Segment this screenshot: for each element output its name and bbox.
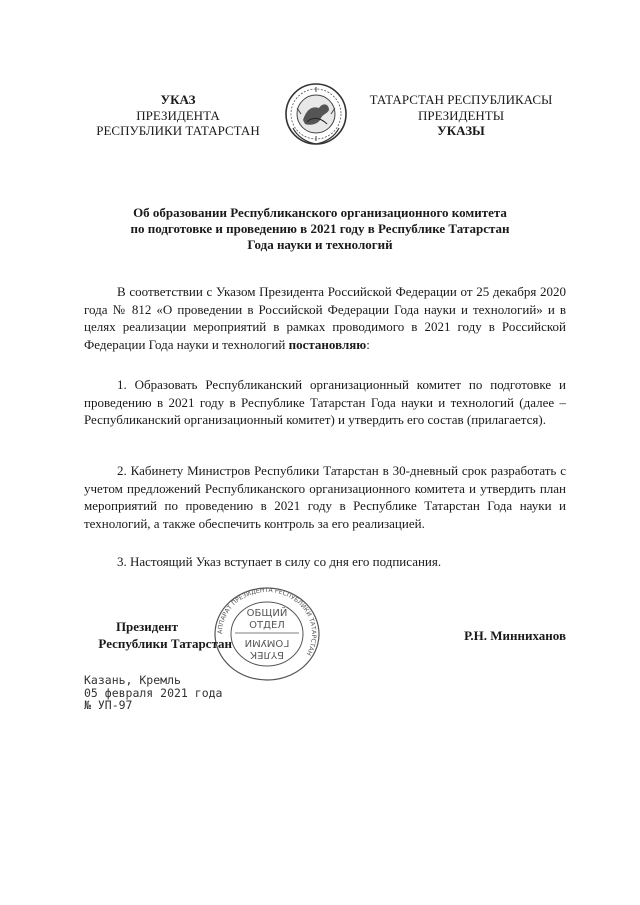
preamble-colon: : (366, 336, 370, 352)
stamp-ring-text: АППАРАТ ПРЕЗИДЕНТА РЕСПУБЛИКИ ТАТАРСТАН (216, 586, 318, 657)
signature-position (82, 618, 232, 652)
clause-2: 2. Кабинету Министров Республики Татарстан в 30-дневный срок разработать с учетом предложений Республиканского организационного комитета и утвердить план мероприятий по проведению в 2021 году в Республике Татарстан Года науки и технологий, а также обеспечить контроль за его реализацией. (84, 463, 566, 531)
header-left-line2: ПРЕЗИДЕНТА (136, 107, 220, 123)
document-title-line2: по подготовке и проведению в 2021 году в Республике Татарстан (130, 221, 510, 236)
footer-date: 05 февраля 2021 года (84, 685, 223, 700)
header-right-title: УКАЗЫ (437, 123, 485, 138)
footer-number: № УП-97 (84, 698, 133, 712)
stamp-line4: БҮЛЕК (250, 649, 284, 660)
document-footer (84, 674, 222, 712)
header-right-line2: ПРЕЗИДЕНТЫ (417, 107, 505, 123)
signature-name: Р.Н. Минниханов (464, 628, 566, 643)
stamp-line1: ОБЩИЙ (246, 608, 288, 619)
signature-position-line1: Президент (115, 619, 178, 634)
signature-position-line2: Республики Татарстан (98, 636, 232, 651)
document-title-line3: Года науки и технологий (247, 237, 393, 252)
footer-place: Казань, Кремль (84, 673, 181, 687)
clause-3: 3. Настоящий Указ вступает в силу со дня его подписания. (117, 554, 442, 569)
document-title-line1: Об образовании Республиканского организационного комитета (133, 205, 507, 220)
clause-1: 1. Образовать Республиканский организационный комитет по подготовке и проведению в 2021 году в Республике Татарстан Года науки и технологий (далее – Республиканский организационный комитет) и утвердить его состав (прилагается). (84, 377, 566, 427)
preamble-text: В соответствии с Указом Президента Российской Федерации от 25 декабря 2020 года № 812 «О проведении в Российской Федерации Года науки и технологий» и в целях реализации мероприятий в рамках проводимого в 2021 году в Российской Федерации Года науки и технологий (84, 284, 566, 352)
header-right (356, 92, 566, 139)
header-left-line3: РЕСПУБЛИКИ ТАТАРСТАН (96, 123, 260, 138)
header-right-line1: ТАТАРСТАН РЕСПУБЛИКАСЫ (369, 92, 553, 107)
decree-word: постановляю (288, 336, 367, 352)
document-title (84, 205, 556, 253)
coat-of-arms-icon (283, 78, 349, 150)
stamp-line3: ГОМУМИ (244, 637, 290, 648)
header-left (72, 92, 284, 139)
preamble-paragraph (84, 283, 566, 353)
header-left-title: УКАЗ (160, 92, 196, 107)
stamp-line2: ОТДЕЛ (249, 620, 285, 631)
